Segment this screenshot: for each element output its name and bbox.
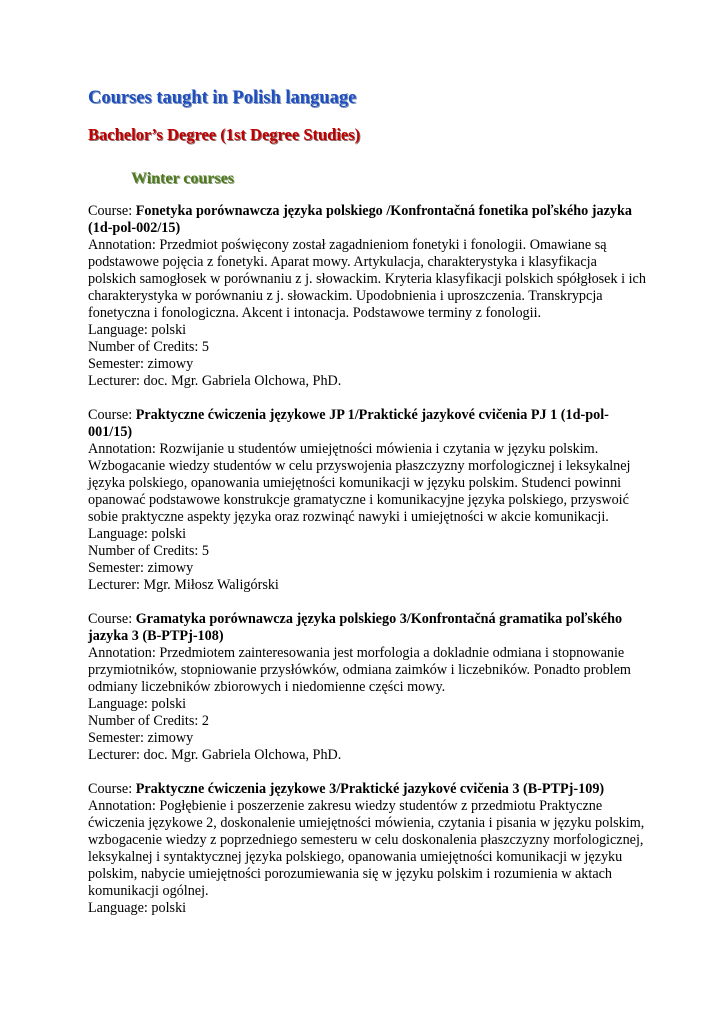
course-semester: zimowy	[147, 560, 194, 576]
course-language: polski	[151, 526, 187, 542]
annotation-line: Annotation: Pogłębienie i poszerzenie zakresu wiedzy studentów z przedmiotu Praktyczne ćwiczenia językowe 2, doskonalenie umiejętności mówienia, czytania i pisania w języku polskim, wzbogacenie wiedzy z poprzedniego semesteru w celu doskonalenia płaszczyzny morfologicznej, leksykalnej i syntaktycznej języka polskiego, opanowania umiejętności komunikacji w języku polskim, nabycie umiejętności porozumiewania się w języku polskim i rozumienia w aktach komunikacji ogólnej.	[88, 798, 645, 899]
credits-line: Number of Credits: 2	[88, 713, 209, 729]
course-credits: 5	[201, 339, 209, 355]
course-title: Gramatyka porównawcza języka polskiego 3/Konfrontačná gramatika poľského jazyka 3 (B-PTPj-108)	[88, 611, 623, 644]
course-list	[88, 203, 648, 934]
annotation-line: Annotation: Rozwijanie u studentów umiejętności mówienia i czytania w języku polskim. Wzbogacanie wiedzy studentów w celu przyswojenia płaszczyzny morfologicznej i leksykalnej języka polskiego, opanowania umiejętności komunikacji w języku polskim. Studenci powinni opanować podstawowe konstrukcje gramatyczne i komunikacyjne języka polskiego, przyswoić sobie praktyczne aspekty języka oraz rozwinąć nawyki i umiejętności w akcie komunikacji.	[88, 441, 631, 525]
language-line: Language: polski	[88, 900, 187, 916]
semester-line: Semester: zimowy	[88, 730, 194, 746]
course-credits: 5	[201, 543, 209, 559]
lecturer-line: Lecturer: doc. Mgr. Gabriela Olchowa, PhD.	[88, 747, 342, 763]
course-title-line: Course: Gramatyka porównawcza języka polskiego 3/Konfrontačná gramatika poľského jazyka 3 (B-PTPj-108)	[88, 611, 623, 644]
course-language: polski	[151, 322, 187, 338]
lecturer-line: Lecturer: doc. Mgr. Gabriela Olchowa, PhD.	[88, 373, 342, 389]
credits-line: Number of Credits: 5	[88, 543, 209, 559]
course-lecturer: doc. Mgr. Gabriela Olchowa, PhD.	[143, 747, 342, 763]
semester-line: Semester: zimowy	[88, 560, 194, 576]
semester-heading: Winter courses	[131, 170, 234, 187]
course-entry	[88, 407, 648, 594]
course-entry	[88, 781, 648, 917]
course-title: Fonetyka porównawcza języka polskiego /Konfrontačná fonetika poľského jazyka (1d-pol-002/15)	[88, 203, 632, 236]
language-line: Language: polski	[88, 322, 187, 338]
course-entry	[88, 611, 648, 764]
course-title: Praktyczne ćwiczenia językowe 3/Praktické jazykové cvičenia 3 (B-PTPj-109)	[135, 781, 605, 797]
page-title: Courses taught in Polish language	[88, 88, 357, 108]
credits-line: Number of Credits: 5	[88, 339, 209, 355]
course-language: polski	[151, 900, 187, 916]
language-line: Language: polski	[88, 526, 187, 542]
annotation-line: Annotation: Przedmiot poświęcony został zagadnieniom fonetyki i fonologii. Omawiane są podstawowe pojęcia z fonetyki. Aparat mowy. Artykulacja, charakterystyka i klasyfikacja polskich samogłosek w porównaniu z j. słowackim. Kryteria klasyfikacji polskich spółgłosek i ich charakterystyka w porównaniu z j. słowackim. Upodobnienia i uproszczenia. Transkrypcja fonetyczna i fonologiczna. Akcent i intonacja. Podstawowe terminy z fonologii.	[88, 237, 646, 321]
lecturer-line: Lecturer: Mgr. Miłosz Waligórski	[88, 577, 279, 593]
course-semester: zimowy	[147, 730, 194, 746]
course-credits: 2	[201, 713, 209, 729]
annotation-line: Annotation: Przedmiotem zainteresowania jest morfologia a dokladnie odmiana i stopnowanie przymiotników, stopniowanie przysłówków, odmiana zaimków i liczebników. Ponadto problem odmiany liczebników zbiorowych i niedomienne części mowy.	[88, 645, 631, 695]
course-title-line: Course: Fonetyka porównawcza języka polskiego /Konfrontačná fonetika poľského jazyka (1d-pol-002/15)	[88, 203, 632, 236]
course-semester: zimowy	[147, 356, 194, 372]
course-lecturer: Mgr. Miłosz Waligórski	[143, 577, 279, 593]
course-annotation: Przedmiotem zainteresowania jest morfologia a dokladnie odmiana i stopnowanie przymiotników, stopniowanie przysłówków, odmiana zaimków i liczebników. Ponadto problem odmiany liczebników zbiorowych i niedomienne części mowy.	[88, 645, 631, 695]
course-lecturer: doc. Mgr. Gabriela Olchowa, PhD.	[143, 373, 342, 389]
course-annotation: Rozwijanie u studentów umiejętności mówienia i czytania w języku polskim. Wzbogacanie wiedzy studentów w celu przyswojenia płaszczyzny morfologicznej i leksykalnej języka polskiego, opanowania umiejętności komunikacji w języku polskim. Studenci powinni opanować podstawowe konstrukcje gramatyczne i komunikacyjne języka polskiego, przyswoić sobie praktyczne aspekty języka oraz rozwinąć nawyki i umiejętności w akcie komunikacji.	[88, 441, 631, 525]
course-entry	[88, 203, 648, 390]
semester-line: Semester: zimowy	[88, 356, 194, 372]
course-title-line: Course: Praktyczne ćwiczenia językowe 3/Praktické jazykové cvičenia 3 (B-PTPj-109)	[88, 781, 605, 797]
course-title-line: Course: Praktyczne ćwiczenia językowe JP 1/Praktické jazykové cvičenia PJ 1 (1d-pol-001/15)	[88, 407, 609, 440]
course-annotation: Pogłębienie i poszerzenie zakresu wiedzy studentów z przedmiotu Praktyczne ćwiczenia językowe 2, doskonalenie umiejętności mówienia, czytania i pisania w języku polskim, wzbogacenie wiedzy z poprzedniego semesteru w celu doskonalenia płaszczyzny morfologicznej, leksykalnej i syntaktycznej języka polskiego, opanowania umiejętności komunikacji w języku polskim, nabycie umiejętności porozumiewania się w języku polskim i rozumienia w aktach komunikacji ogólnej.	[88, 798, 645, 899]
course-annotation: Przedmiot poświęcony został zagadnieniom fonetyki i fonologii. Omawiane są podstawowe pojęcia z fonetyki. Aparat mowy. Artykulacja, charakterystyka i klasyfikacja polskich samogłosek w porównaniu z j. słowackim. Kryteria klasyfikacji polskich spółgłosek i ich charakterystyka w porównaniu z j. słowackim. Upodobnienia i uproszczenia. Transkrypcja fonetyczna i fonologiczna. Akcent i intonacja. Podstawowe terminy z fonologii.	[88, 237, 646, 321]
course-title: Praktyczne ćwiczenia językowe JP 1/Praktické jazykové cvičenia PJ 1 (1d-pol-001/15)	[88, 407, 609, 440]
language-line: Language: polski	[88, 696, 187, 712]
course-language: polski	[151, 696, 187, 712]
degree-heading: Bachelor’s Degree (1st Degree Studies)	[88, 125, 361, 144]
